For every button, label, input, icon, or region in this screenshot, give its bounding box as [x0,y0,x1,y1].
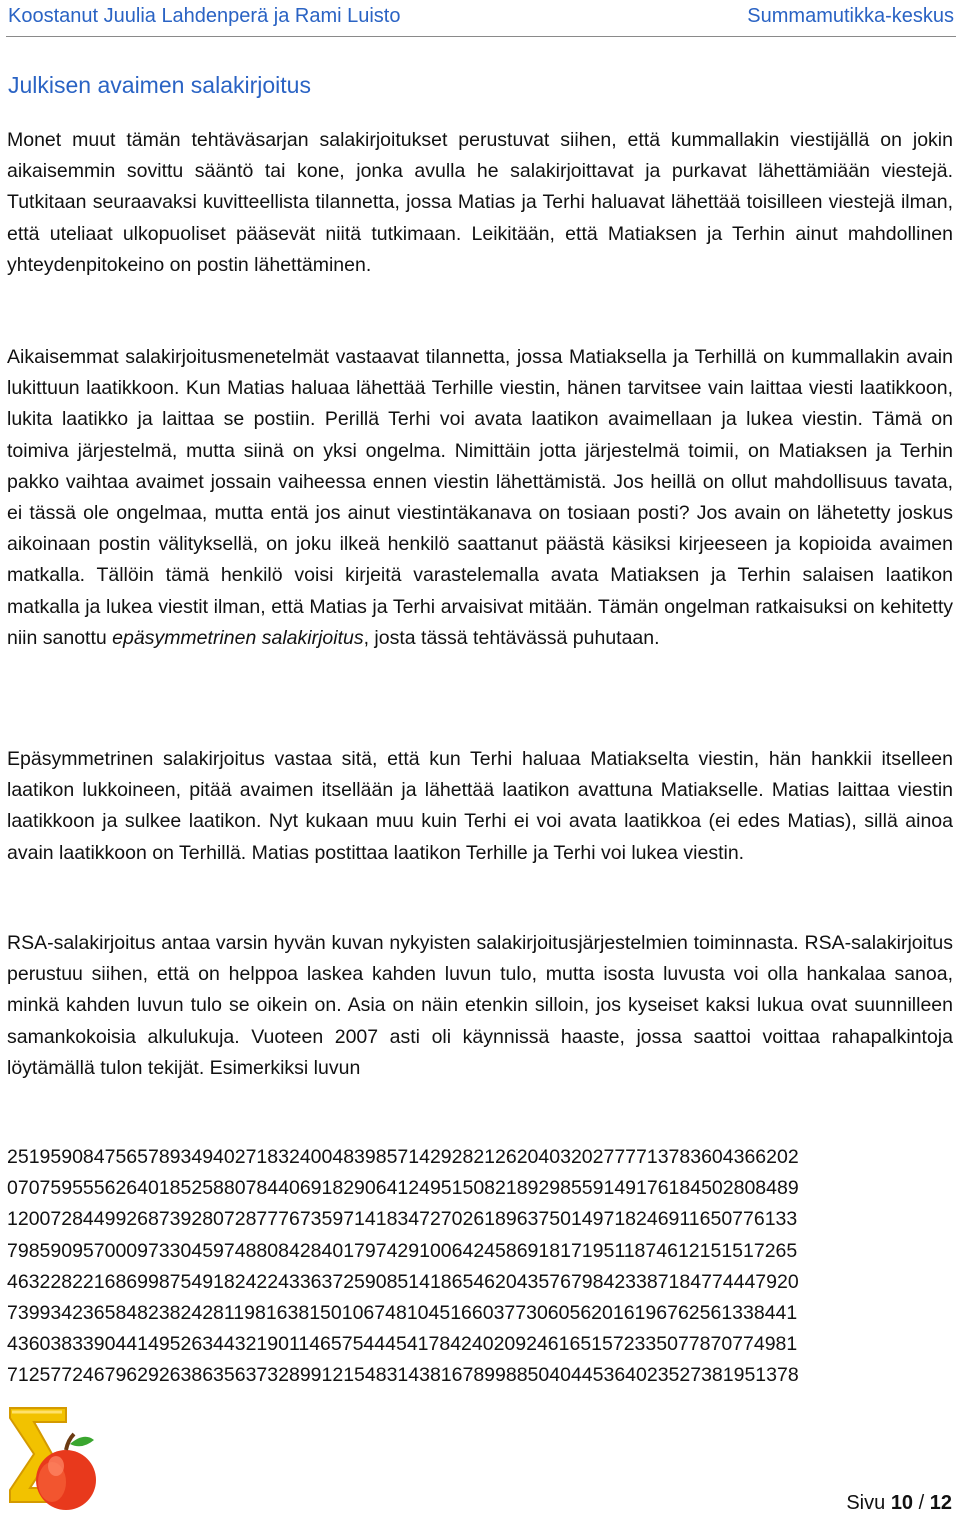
paragraph-text: Aikaisemmat salakirjoitusmenetelmät vastaavat tilannetta, jossa Matiaksella ja Terhillä on kummallakin avain lukittuun laatikkoon. Kun Matias haluaa lähettää Terhille viestin, hänen tarvitsee vain laittaa viesti laatikkoon, lukita laatikko ja laittaa se postiin. Perillä Terhi voi avata laatikon avaimellaan ja lukea viestin. Tämä on toimiva järjestelmä, mutta siinä on yksi ongelma. Nimittäin jotta järjestelmä toimii, on Matiaksen ja Terhin pakko vaihtaa avaimet jossain vaiheessa ennen viestin lähettämistä. Jos heillä on ollut mahdollisuus tavata, ei tässä ole ongelmaa, mutta entä jos ainut viestintäkanava on tosiaan posti? Jos avain on lähetetty joskus aikoinaan postin välityksellä, on joku ilkeä henkilö saattanut päästä käsiksi kirjeeseen ja kopioida avaimen matkalla. Tällöin tämä henkilö voisi kirjeitä varastelemalla avata Matiaksen ja Terhin salaisen laatikon matkalla ja lukea viestit ilman, että Matias ja Terhi arvaisivat mitään. Tämän ongelman ratkaisuksi on kehitetty niin sanottu [7,346,953,649]
number-line: 7399342365848238242811981638150106748104516603773060562016196762561338441 [7,1302,798,1325]
header-center-name: Summamutikka-keskus [747,5,954,27]
number-line: 0707595556264018525880784406918290641249515082189298559149176184502808489 [7,1177,799,1200]
paragraph-text-end: , josta tässä tehtävässä puhutaan. [363,626,660,649]
paragraph-rsa: RSA-salakirjoitus antaa varsin hyvän kuvan nykyisten salakirjoitusjärjestelmien toiminnasta. RSA-salakirjoitus perustuu siihen, että on helppoa laskea kahden luvun tulo, mutta isosta luvusta voi olla hankalaa sanoa, minkä kahden luvun tulo se oikein on. Asia on näin etenkin silloin, jos kyseiset kaksi lukua ovat suunnilleen samankokoisia alkulukuja. Vuoteen 2007 asti oli käynnissä haaste, jossa saattoi voittaa rahapalkintoja löytämällä tulon tekijät. Esimerkiksi luvun [7,932,953,1079]
paragraph-intro: Monet muut tämän tehtäväsarjan salakirjoitukset perustuvat siihen, että kummallakin viestijällä on jokin aikaisemmin sovittu sääntö tai kone, jonka avulla he salakirjoittavat ja purkavat lähettämiään viestejä. Tutkitaan seuraavaksi kuvitteellista tilannetta, jossa Matias ja Terhi haluavat lähettää toisilleen viestejä ilman, että uteliaat ulkopuoliset pääsevät niitä tutkimaan. Leikitään, että Matiaksen ja Terhin ainut mahdollinen yhteydenpitokeino on postin lähettäminen. [7,129,953,276]
header-authors: Koostanut Juulia Lahdenperä ja Rami Luisto [8,5,401,27]
number-line: 1200728449926873928072877767359714183472702618963750149718246911650776133 [7,1208,798,1231]
page-number [846,1492,952,1515]
page-header [6,0,956,37]
number-line: 2519590847565789349402718324004839857142928212620403202777713783604366202 [7,1146,799,1168]
number-line: 4632282216869987549182422433637259085141865462043576798423387184774447920 [7,1270,799,1293]
page-separator: / [918,1492,925,1514]
page-total: 12 [929,1492,952,1514]
paragraph-asymmetric: Epäsymmetrinen salakirjoitus vastaa sitä, että kun Terhi haluaa Matiakselta viestin, hän hankkii itselleen laatikon lukkoineen, pitää avaimen itsellään ja lähettää laatikon avattuna Matiakselle. Matias laittaa viestin laatikkoon ja sulkee laatikon. Nyt kukaan muu kuin Terhi ei voi avata laatikkoa (ei edes Matias), sillä ainoa avain laatikkoon on Terhillä. Matias postittaa laatikon Terhille ja Terhi voi lukea viestin. [7,748,953,864]
paragraph-symmetric-problem [7,342,953,654]
sigma-apple-logo-icon [4,1404,104,1516]
page-current: 10 [890,1492,914,1514]
number-line: 7985909570009733045974880842840179742910064245869181719511874612151517265 [7,1239,798,1262]
emphasized-term: epäsymmetrinen salakirjoitus [112,626,364,649]
number-line: 4360383390441495263443219011465754445417842402092461651572335077870774981 [7,1333,798,1356]
section-title: Julkisen avaimen salakirjoitus [8,72,311,98]
rsa-challenge-number [7,1142,957,1392]
page-prefix: Sivu [846,1492,886,1514]
number-line: 7125772467962926386356373289912154831438167899885040445364023527381951378 [7,1364,799,1387]
